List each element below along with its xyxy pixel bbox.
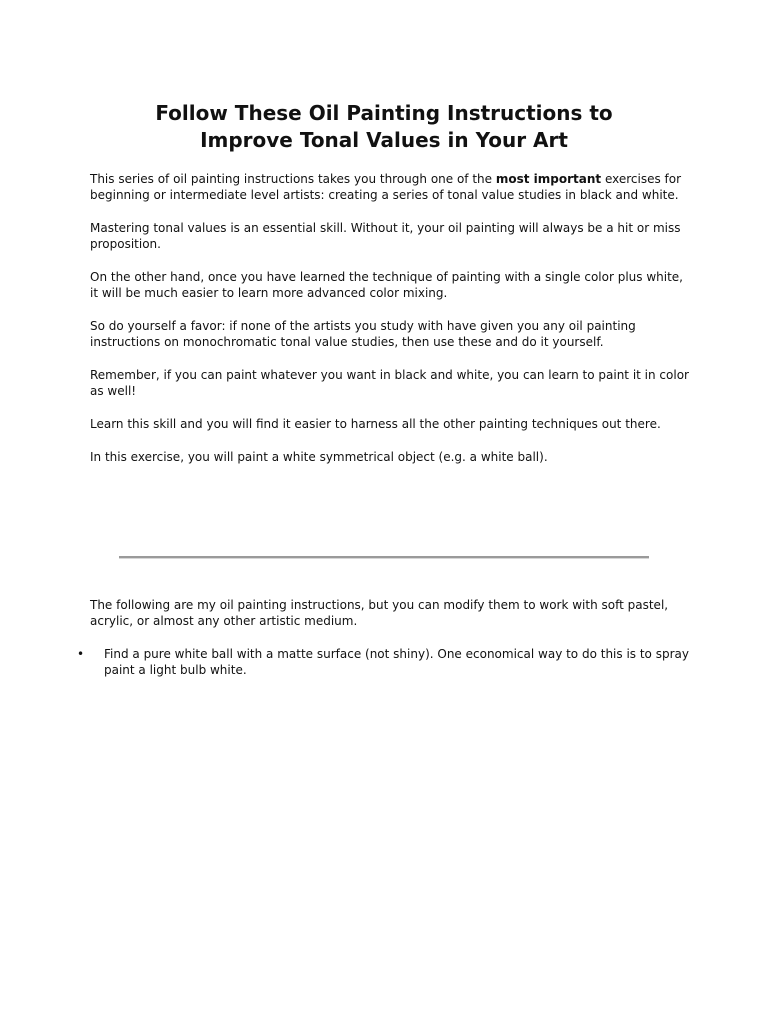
instructions-section: [77, 597, 690, 678]
intro-text-end: exercises for beginning or intermediate level artists: creating a series of tonal value studies in black and white.: [90, 172, 682, 202]
paragraph-favor: So do yourself a favor: if none of the artists you study with have given you any oil painting instructions on monochromatic tonal value studies, then use these and do it yourself.: [90, 319, 636, 349]
title-line-2: Improve Tonal Values in Your Art: [200, 128, 568, 152]
bullet-icon: •: [77, 647, 85, 661]
instructions-list: [77, 646, 690, 678]
intro-text-start: This series of oil painting instructions takes you through one of the: [90, 172, 496, 186]
paragraph-remember: Remember, if you can paint whatever you want in black and white, you can learn to paint it in color as well!: [90, 368, 689, 398]
horizontal-divider: [119, 556, 649, 559]
article-body: [90, 171, 690, 482]
page-title: [90, 100, 678, 154]
paragraph-other-hand: On the other hand, once you have learned the technique of painting with a single color plus white, it will be much easier to learn more advanced color mixing.: [90, 270, 683, 300]
title-line-1: Follow These Oil Painting Instructions to: [155, 101, 613, 125]
paragraph-learn-skill: Learn this skill and you will find it easier to harness all the other painting techniques out there.: [90, 417, 661, 431]
intro-bold-text: most important: [495, 172, 602, 186]
list-item-text: Find a pure white ball with a matte surface (not shiny). One economical way to do this is to spray paint a light bulb white.: [104, 647, 689, 677]
intro-paragraph: [90, 171, 690, 203]
paragraph-tonal-values: Mastering tonal values is an essential skill. Without it, your oil painting will always be a hit or miss proposition.: [90, 221, 681, 251]
instructions-intro: The following are my oil painting instructions, but you can modify them to work with soft pastel, acrylic, or almost any other artistic medium.: [90, 598, 669, 628]
paragraph-exercise: In this exercise, you will paint a white symmetrical object (e.g. a white ball).: [90, 450, 548, 464]
list-item: [77, 646, 690, 678]
